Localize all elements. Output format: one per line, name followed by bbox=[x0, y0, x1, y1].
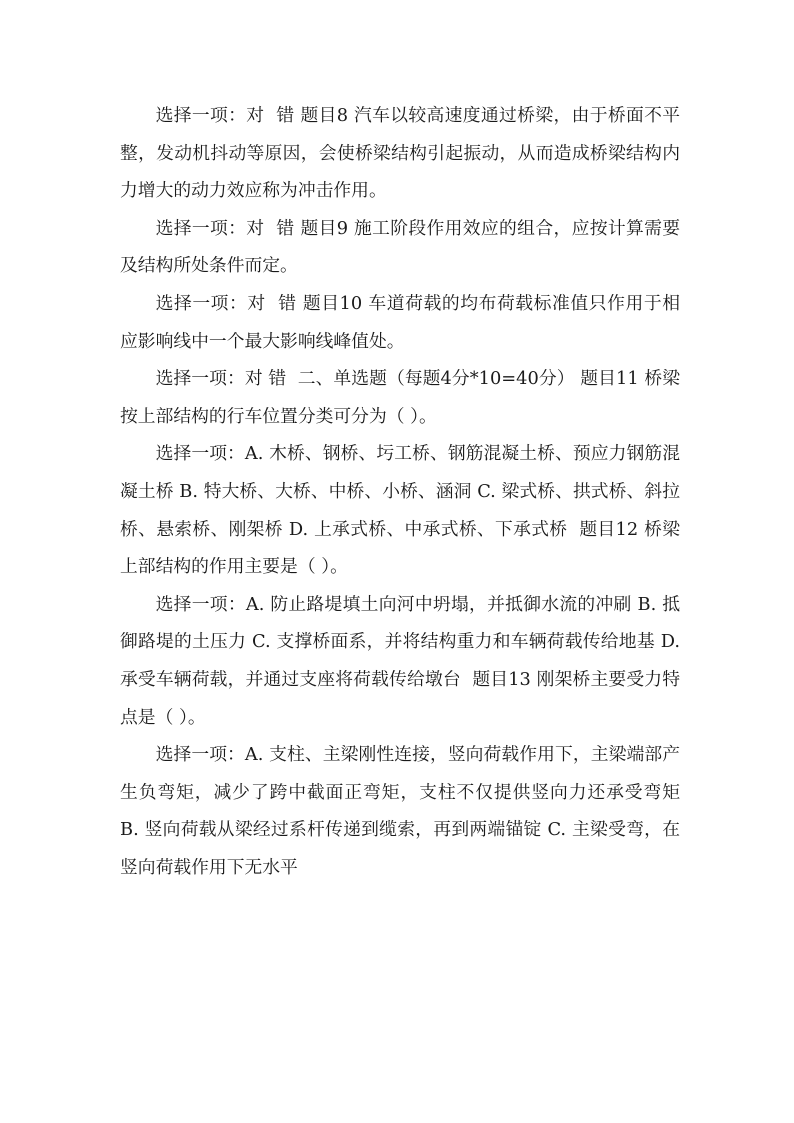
paragraph-question-13-options: 选择一项：A. 支柱、主梁刚性连接，竖向荷载作用下，主梁端部产生负弯矩，减少了跨中截面正弯矩，支柱不仅提供竖向力还承受弯矩 B. 竖向荷载从梁经过系杆传递到缆索，再到两端锚锭 C. 主梁受弯，在竖向荷载作用下无水平 bbox=[120, 744, 692, 878]
paragraph-question-10: 选择一项：对 错 题目10 车道荷载的均布荷载标准值只作用于相应影响线中一个最大影响线峰值处。 bbox=[120, 292, 680, 352]
paragraph-question-12: 选择一项：A. 木桥、钢桥、圬工桥、钢筋混凝土桥、预应力钢筋混凝土桥 B. 特大桥、大桥、中桥、小桥、涵洞 C. 梁式桥、拱式桥、斜拉桥、悬索桥、刚架桥 D. 上承式桥、中承式桥、下承式桥 题目12 桥梁上部结构的作用主要是（ ）。 bbox=[120, 443, 680, 578]
paragraph-question-13: 选择一项：A. 防止路堤填土向河中坍塌，并抵御水流的冲刷 B. 抵御路堤的土压力 C. 支撑桥面系，并将结构重力和车辆荷载传给地基 D. 承受车辆荷载，并通过支座将荷载传给墩台 题目13 刚架桥主要受力特点是（ ）。 bbox=[120, 593, 686, 728]
paragraph-question-8: 选择一项：对 错 题目8 汽车以较高速度通过桥梁，由于桥面不平整，发动机抖动等原因，会使桥梁结构引起振动，从而造成桥梁结构内力增大的动力效应称为冲击作用。 bbox=[120, 105, 680, 202]
paragraph-question-9: 选择一项：对 错 题目9 施工阶段作用效应的组合，应按计算需要及结构所处条件而定。 bbox=[120, 217, 680, 277]
document-page bbox=[120, 97, 692, 886]
paragraph-question-11: 选择一项：对 错 二、单选题（每题4分*10=40分） 题目11 桥梁按上部结构的行车位置分类可分为（ ）。 bbox=[120, 368, 680, 427]
